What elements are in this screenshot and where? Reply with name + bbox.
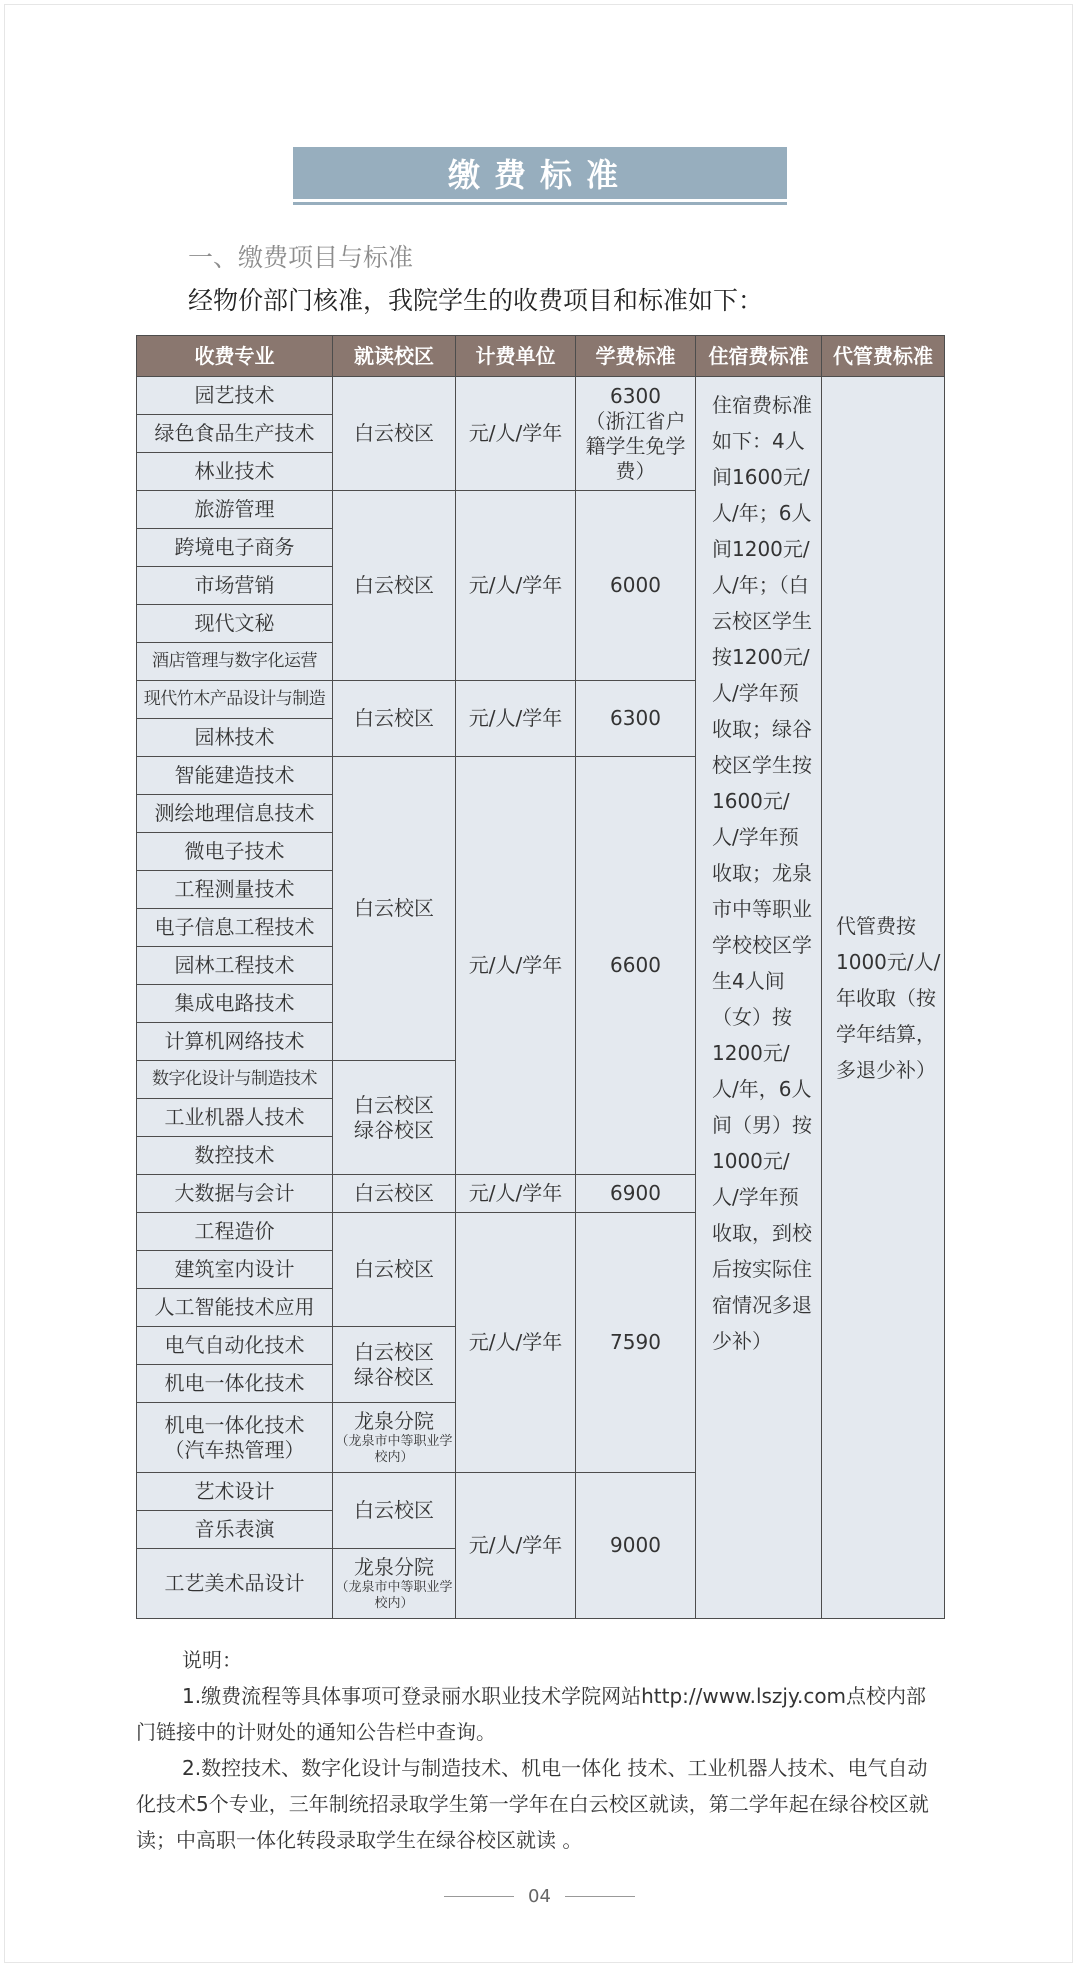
major-cell: 园林技术 — [137, 719, 333, 757]
accommodation-cell: 住宿费标准如下：4人间1600元/人/年；6人间1200元/人/年；（白云校区学生按1200元/人/学年预收取；绿谷校区学生按1600元/人/学年预收取；龙泉市中等职业学校校区学生4人间（女）按1200元/人/年，6人间（男）按1000元/人/学年预收取，到校后按实际住宿情况多退少补） — [696, 377, 822, 1619]
major-cell: 电气自动化技术 — [137, 1327, 333, 1365]
fee-table — [136, 335, 945, 1619]
major-cell: 酒店管理与数字化运营 — [137, 643, 333, 681]
campus-name: 龙泉分院 — [354, 1555, 434, 1580]
major-cell: 市场营销 — [137, 567, 333, 605]
header-unit: 计费单位 — [456, 336, 576, 377]
note-2: 2.数控技术、数字化设计与制造技术、机电一体化 技术、工业机器人技术、电气自动化技术5个专业，三年制统招录取学生第一学年在白云校区就读，第二学年起在绿谷校区就读；中高职一体化转段录取学生在绿谷校区就读 。 — [136, 1756, 929, 1852]
header-campus: 就读校区 — [333, 336, 456, 377]
notes-section — [136, 1642, 946, 1858]
major-cell: 工艺美术品设计 — [137, 1549, 333, 1619]
major-cell: 园艺技术 — [137, 377, 333, 415]
major-cell: 现代文秘 — [137, 605, 333, 643]
campus-cell: 白云校区 — [333, 681, 456, 757]
tuition-cell: 6300 （浙江省户籍学生免学费） — [576, 377, 696, 491]
major-cell: 机电一体化技术 — [137, 1365, 333, 1403]
major-cell: 艺术设计 — [137, 1473, 333, 1511]
tuition-cell: 6300 — [576, 681, 696, 757]
major-cell: 工业机器人技术 — [137, 1099, 333, 1137]
table-row — [137, 377, 945, 415]
major-cell: 绿色食品生产技术 — [137, 415, 333, 453]
major-cell: 林业技术 — [137, 453, 333, 491]
tuition-cell: 6600 — [576, 757, 696, 1175]
footer-rule-right — [565, 1896, 635, 1897]
major-cell: 数控技术 — [137, 1137, 333, 1175]
campus-cell: 白云校区 — [333, 491, 456, 681]
page-number: 04 — [528, 1886, 551, 1907]
major-cell: 微电子技术 — [137, 833, 333, 871]
unit-cell: 元/人/学年 — [456, 1213, 576, 1473]
page-footer — [0, 1886, 1079, 1907]
header-accommodation: 住宿费标准 — [696, 336, 822, 377]
intro-text: 经物价部门核准，我院学生的收费项目和标准如下： — [188, 286, 764, 315]
campus-cell: 白云校区 — [333, 1213, 456, 1327]
campus-name: 龙泉分院 — [354, 1409, 434, 1434]
campus-cell: 白云校区 — [333, 1473, 456, 1549]
header-management: 代管费标准 — [822, 336, 945, 377]
major-cell: 工程造价 — [137, 1213, 333, 1251]
campus-cell — [333, 1403, 456, 1473]
major-cell: 旅游管理 — [137, 491, 333, 529]
unit-cell: 元/人/学年 — [456, 1473, 576, 1619]
tuition-cell: 7590 — [576, 1213, 696, 1473]
major-cell: 建筑室内设计 — [137, 1251, 333, 1289]
tuition-cell: 6900 — [576, 1175, 696, 1213]
major-cell: 机电一体化技术（汽车热管理） — [137, 1403, 333, 1473]
major-cell: 智能建造技术 — [137, 757, 333, 795]
unit-cell: 元/人/学年 — [456, 1175, 576, 1213]
major-cell: 数字化设计与制造技术 — [137, 1061, 333, 1099]
unit-cell: 元/人/学年 — [456, 757, 576, 1175]
campus-cell: 白云校区 绿谷校区 — [333, 1327, 456, 1403]
management-cell: 代管费按1000元/人/年收取（按学年结算，多退少补） — [822, 377, 945, 1619]
unit-cell: 元/人/学年 — [456, 377, 576, 491]
note-1: 1.缴费流程等具体事项可登录丽水职业技术学院网站http://www.lszjy.com点校内部门链接中的计财处的通知公告栏中查询。 — [136, 1684, 927, 1744]
major-cell: 跨境电子商务 — [137, 529, 333, 567]
campus-note: （龙泉市中等职业学校内） — [335, 1580, 453, 1611]
title-underline — [293, 202, 787, 205]
major-cell: 园林工程技术 — [137, 947, 333, 985]
major-cell: 现代竹木产品设计与制造 — [137, 681, 333, 719]
notes-label: 说明： — [182, 1648, 242, 1672]
tuition-cell: 6000 — [576, 491, 696, 681]
footer-rule-left — [444, 1896, 514, 1897]
major-cell: 测绘地理信息技术 — [137, 795, 333, 833]
unit-cell: 元/人/学年 — [456, 681, 576, 757]
header-major: 收费专业 — [137, 336, 333, 377]
tuition-cell: 9000 — [576, 1473, 696, 1619]
header-tuition: 学费标准 — [576, 336, 696, 377]
campus-note: （龙泉市中等职业学校内） — [335, 1434, 453, 1465]
campus-cell: 白云校区 — [333, 377, 456, 491]
major-cell: 人工智能技术应用 — [137, 1289, 333, 1327]
page-title: 缴费标准 — [293, 147, 787, 199]
section-heading: 一、缴费项目与标准 — [188, 243, 414, 272]
campus-cell: 白云校区 — [333, 1175, 456, 1213]
major-cell: 工程测量技术 — [137, 871, 333, 909]
campus-cell: 白云校区 绿谷校区 — [333, 1061, 456, 1175]
campus-cell: 白云校区 — [333, 757, 456, 1061]
campus-cell — [333, 1549, 456, 1619]
major-cell: 电子信息工程技术 — [137, 909, 333, 947]
major-cell: 音乐表演 — [137, 1511, 333, 1549]
major-cell: 计算机网络技术 — [137, 1023, 333, 1061]
major-cell: 大数据与会计 — [137, 1175, 333, 1213]
table-header-row — [137, 336, 945, 377]
unit-cell: 元/人/学年 — [456, 491, 576, 681]
major-cell: 集成电路技术 — [137, 985, 333, 1023]
